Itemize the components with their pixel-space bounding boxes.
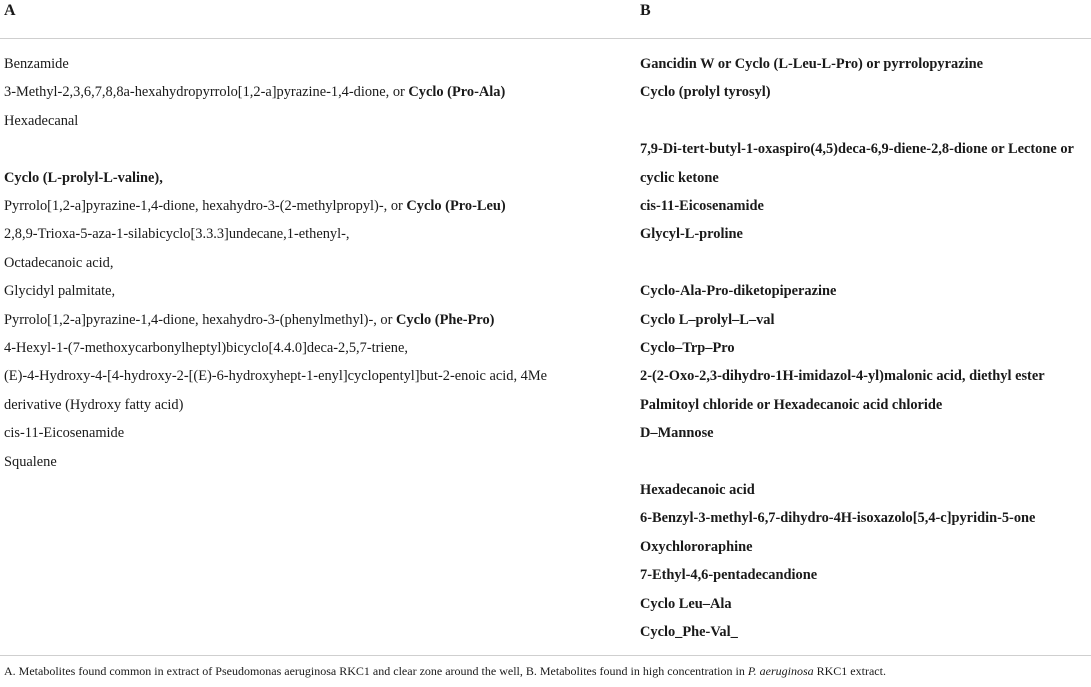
metabolite-entry [640,476,1080,504]
metabolite-bold-name: Cyclo L–prolyl–L–val [640,311,775,328]
metabolite-entry [4,192,594,220]
metabolite-text: 4-Hexyl-1-(7-methoxycarbonylheptyl)bicyclo[4.4.0]deca-2,5,7-triene, [4,340,408,357]
metabolite-text: Palmitoyl chloride or Hexadecanoic acid chloride [640,396,943,413]
row-spacer [640,249,1080,277]
metabolite-entry [4,448,594,476]
column-b-list [640,50,1080,646]
metabolite-text: Pyrrolo[1,2-a]pyrazine-1,4-dione, hexahydro-3-(phenylmethyl)-, or [4,311,397,328]
metabolite-bold-name: Cyclo–Trp–Pro [640,340,735,357]
metabolite-entry [4,334,594,362]
metabolite-entry [640,561,1080,589]
metabolite-bold-name: (prolyl tyrosyl) [678,84,771,101]
metabolite-entry [640,391,1080,419]
metabolite-entry [640,334,1080,362]
metabolite-text: 3-Methyl-2,3,6,7,8,8a-hexahydropyrrolo[1,2-a]pyrazine-1,4-dione, or [4,84,409,101]
row-spacer [4,135,594,163]
metabolite-entry [640,419,1080,447]
metabolite-entry [640,590,1080,618]
metabolite-entry [4,362,594,419]
metabolite-entry [4,277,594,305]
metabolite-text: Squalene [4,453,57,470]
footnote-text: A. Metabolites found common in extract of Pseudomonas aeruginosa RKC1 and clear zone around the well, B. Metabolites found in high concentration in [4,664,748,678]
footer-rule [0,655,1091,656]
metabolite-bold-name: Cyclo (Pro-Ala) [408,84,506,101]
metabolite-entry [640,618,1080,646]
metabolite-text: Benzamide [4,56,69,72]
metabolite-entry [640,504,1080,532]
metabolite-text: 2-(2-Oxo-2,3-dihydro-1H-imidazol-4-yl)malonic acid, diethyl ester [640,368,1045,385]
footnote-species: P. aeruginosa [747,664,814,678]
metabolite-text: cis-11-Eicosenamide [4,425,125,442]
header-rule [0,38,1091,39]
metabolite-text: Gancidin W or [640,56,735,72]
metabolite-entry [640,135,1080,192]
metabolite-bold-name: Cyclo (Phe-Pro) [396,311,495,328]
metabolite-entry [4,107,594,135]
metabolite-entry [640,362,1080,390]
metabolite-text: Glycyl-L-proline [640,226,743,243]
metabolite-text: Hexadecanal [4,112,79,129]
metabolite-text: (E)-4-Hydroxy-4-[4-hydroxy-2-[(E)-6-hydroxyhept-1-enyl]cyclopentyl]but-2-enoic acid, 4Me derivative (Hydroxy fatty acid) [4,368,548,413]
metabolite-entry [4,78,594,106]
metabolite-entry [4,306,594,334]
metabolite-text: D–Mannose [640,425,714,442]
metabolite-entry [640,306,1080,334]
metabolite-entry [640,192,1080,220]
metabolite-text: 2,8,9-Trioxa-5-aza-1-silabicyclo[3.3.3]undecane,1-ethenyl-, [4,226,350,243]
column-a-list [4,50,594,476]
footnote-text-end: RKC1 extract. [813,664,886,678]
table-footnote [4,663,886,679]
column-header-a: A [4,2,16,19]
metabolite-entry [640,220,1080,248]
metabolite-entry [4,164,594,192]
metabolite-text: 6-Benzyl-3-methyl-6,7-dihydro-4H-isoxazolo[5,4-c]pyridin-5-one [640,510,1036,527]
metabolite-text: Hexadecanoic acid [640,482,755,499]
metabolite-text: Cyclo [640,84,679,101]
metabolite-text: 7,9-Di-tert-butyl-1-oxaspiro(4,5)deca-6,9-diene-2,8-dione or Lectone or cyclic ketone [640,141,1074,186]
metabolite-entry [4,419,594,447]
metabolite-entry [640,50,1080,78]
metabolite-bold-name: Cyclo (L-Leu-L-Pro) [734,56,863,72]
metabolite-text: Oxychlororaphine [640,538,753,555]
row-spacer [640,448,1080,476]
metabolite-entry [4,50,594,78]
metabolite-text: Glycidyl palmitate, [4,283,116,300]
metabolite-bold-name: Cyclo (Pro-Leu) [406,198,506,215]
column-header-b: B [640,2,651,19]
metabolite-entry [4,249,594,277]
metabolite-text: 7-Ethyl-4,6-pentadecandione [640,567,818,584]
metabolite-bold-name: Cyclo Leu–Ala [640,595,732,612]
metabolite-bold-name: Cyclo-Ala-Pro-diketopiperazine [640,283,837,300]
metabolite-text: Pyrrolo[1,2-a]pyrazine-1,4-dione, hexahydro-3-(2-methylpropyl)-, or [4,198,407,215]
metabolite-entry [640,78,1080,106]
metabolite-text: or pyrrolopyrazine [862,56,983,72]
row-spacer [640,107,1080,135]
metabolite-entry [640,277,1080,305]
metabolite-entry [640,533,1080,561]
metabolite-text: cis-11-Eicosenamide [640,198,764,215]
metabolite-bold-name: Cyclo (L-prolyl-L-valine), [4,169,163,186]
metabolite-bold-name: Cyclo_Phe-Val_ [640,624,738,641]
metabolite-text: Octadecanoic acid, [4,254,114,271]
metabolite-entry [4,220,594,248]
